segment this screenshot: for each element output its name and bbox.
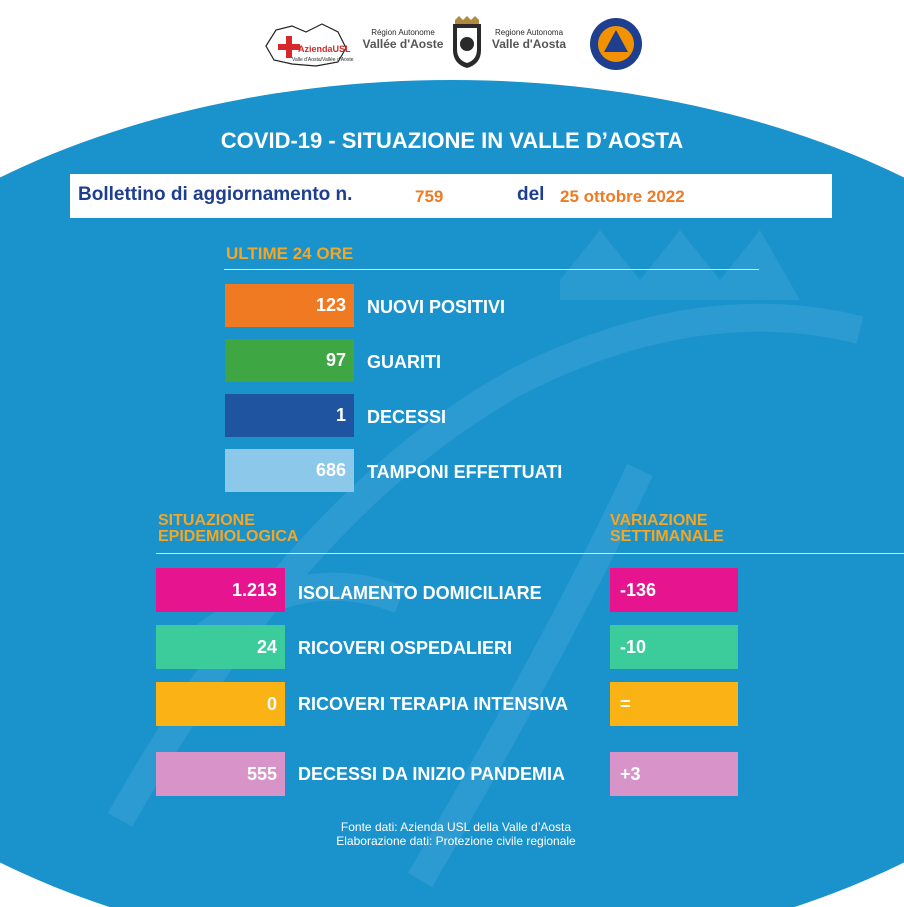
bulletin-number: 759 (415, 187, 444, 206)
region-left-top: Région Autonome (371, 28, 435, 37)
last24-value-deaths: 1 (225, 394, 354, 437)
bulletin-label: Bollettino di aggiornamento n. (78, 184, 353, 205)
situation-label-hospitalized: RICOVERI OSPEDALIERI (298, 638, 513, 658)
situation-heading-line2: EPIDEMIOLOGICA (158, 528, 299, 545)
last24-heading: ULTIME 24 ORE (226, 244, 354, 263)
last24-label-new-positives: NUOVI POSITIVI (367, 297, 506, 317)
variation-total-deaths: +3 (610, 752, 738, 796)
last24-value-recovered: 97 (225, 339, 354, 382)
bulletin-bar (70, 174, 832, 218)
variation-heading (610, 513, 724, 545)
situation-label-total-deaths: DECESSI DA INIZIO PANDEMIA (298, 764, 566, 784)
last24-divider (224, 269, 759, 270)
civil-protection-icon (588, 16, 644, 72)
variation-home-isolation: -136 (610, 568, 738, 612)
variation-heading-line2: SETTIMANALE (610, 528, 724, 545)
footer-elaboration: Elaborazione dati: Protezione civile regionale (336, 834, 576, 848)
variation-heading-line1: VARIAZIONE (610, 512, 708, 529)
page-title: COVID-19 - SITUAZIONE IN VALLE D’AOSTA (220, 128, 684, 153)
last24-value-swabs: 686 (225, 449, 354, 492)
region-right-name: Valle d'Aosta (491, 37, 567, 51)
civil-protection-logo (588, 16, 644, 72)
region-left-name: Vallée d'Aoste (362, 37, 444, 51)
situation-divider (156, 553, 904, 554)
footer (0, 820, 904, 848)
situation-heading (158, 513, 298, 545)
situation-value-total-deaths: 555 (156, 752, 285, 796)
situation-label-intensive-care: RICOVERI TERAPIA INTENSIVA (298, 694, 569, 714)
situation-value-home-isolation: 1.213 (156, 568, 285, 612)
footer-source: Fonte dati: Azienda USL della Valle d’Aosta (340, 820, 572, 834)
situation-value-hospitalized: 24 (156, 625, 285, 669)
variation-intensive-care: = (610, 682, 738, 726)
last24-label-swabs: TAMPONI EFFETTUATI (367, 462, 563, 482)
variation-hospitalized: -10 (610, 625, 738, 669)
date-label: del (517, 184, 545, 205)
last24-label-recovered: GUARITI (367, 352, 441, 372)
region-shield-icon (449, 16, 485, 70)
situation-value-intensive-care: 0 (156, 682, 285, 726)
last24-label-deaths: DECESSI (367, 407, 447, 427)
region-logo-right (490, 28, 568, 51)
region-right-top: Regione Autonoma (494, 28, 564, 37)
region-logo-left (362, 28, 444, 51)
usl-logo-name: AziendaUSL (298, 44, 351, 54)
situation-heading-line1: SITUAZIONE (158, 512, 255, 529)
date-value: 25 ottobre 2022 (560, 187, 685, 206)
usl-logo-sub: Valle d'Aosta/Vallée d'Aoste (292, 57, 354, 63)
situation-label-home-isolation: ISOLAMENTO DOMICILIARE (298, 583, 542, 603)
azienda-usl-logo (262, 18, 352, 70)
last24-value-new-positives: 123 (225, 284, 354, 327)
